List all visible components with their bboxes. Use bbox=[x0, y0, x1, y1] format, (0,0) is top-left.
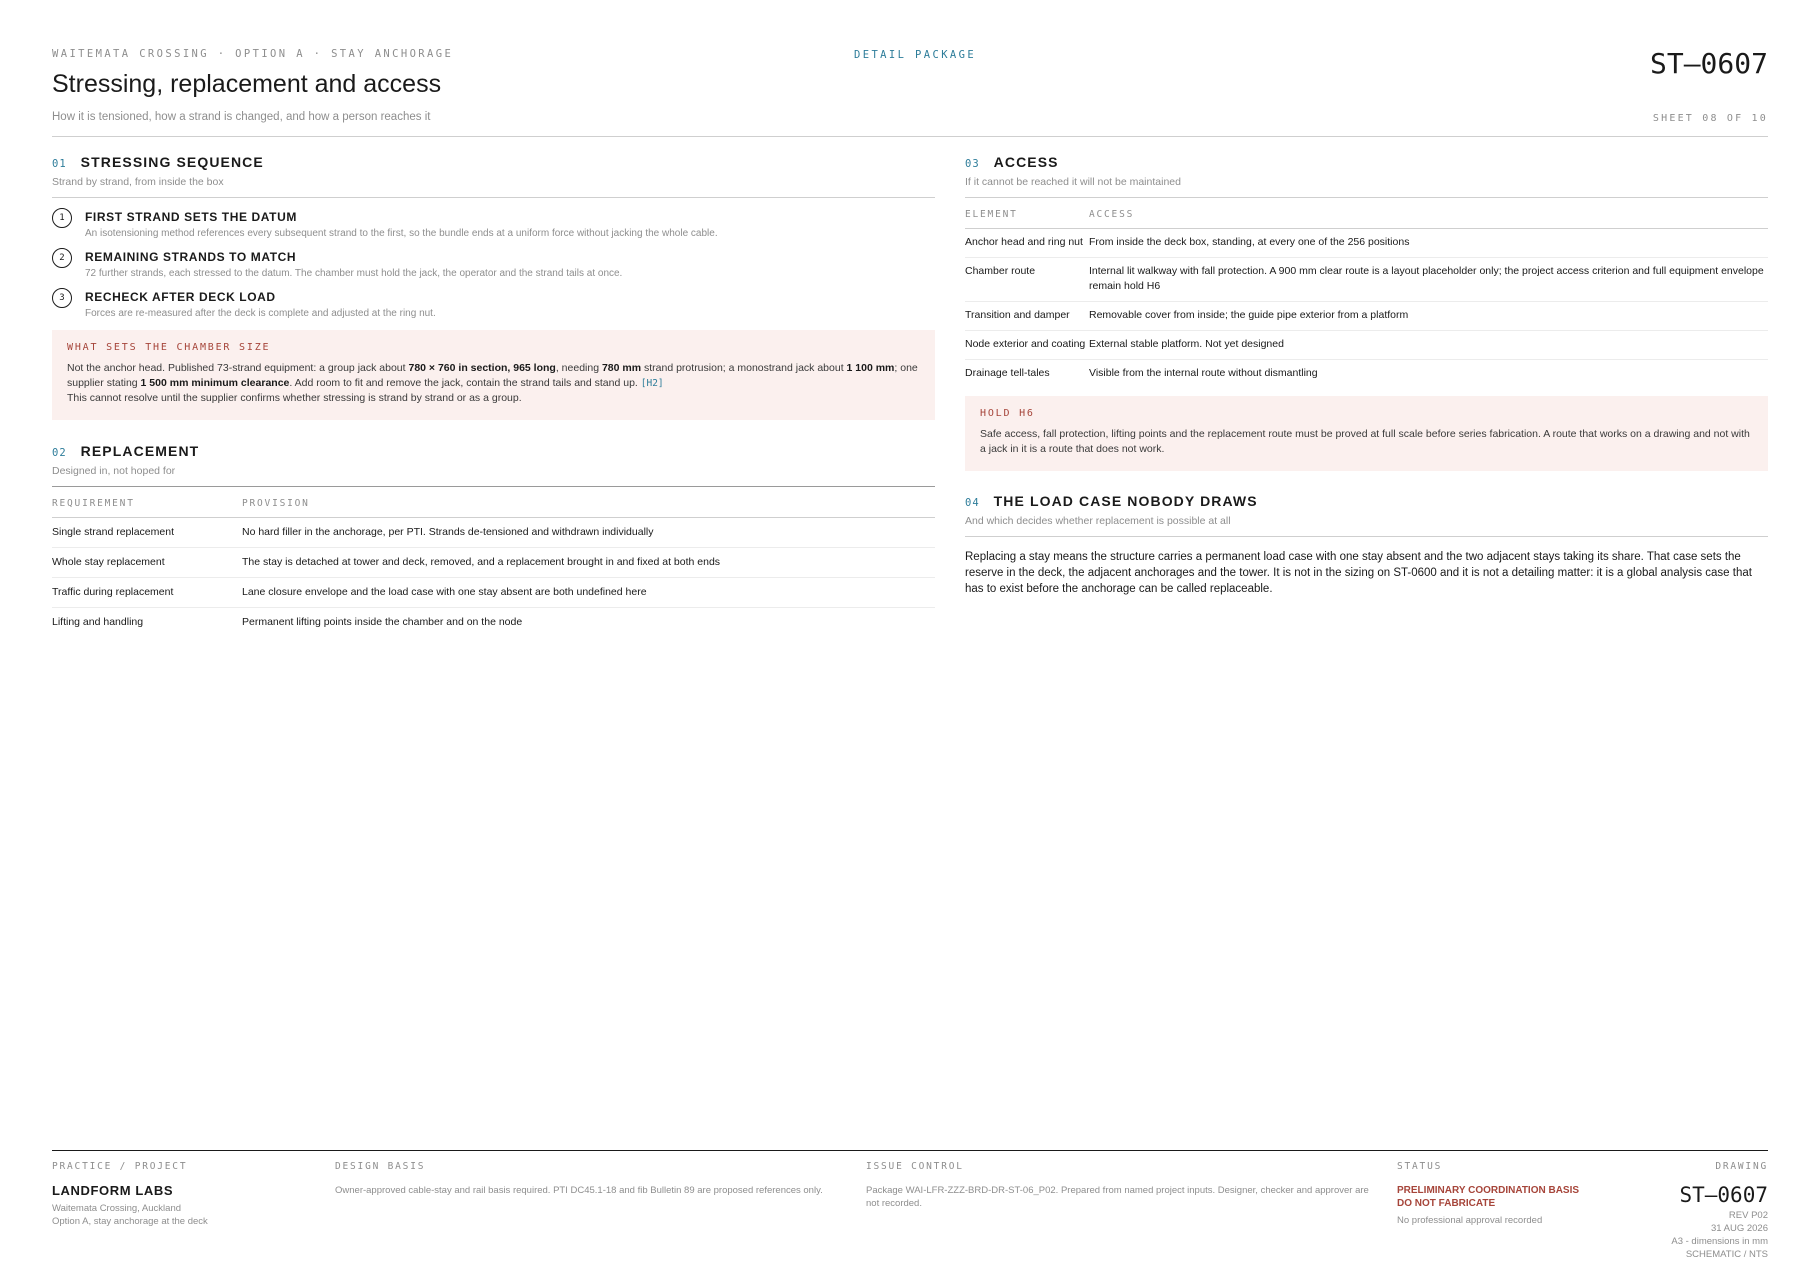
table-cell: Removable cover from inside; the guide pipe exterior from a platform bbox=[1089, 309, 1409, 321]
table-row bbox=[965, 331, 1768, 360]
column-header: ELEMENT bbox=[965, 209, 1018, 220]
table-row bbox=[52, 608, 935, 637]
column-header: ACCESS bbox=[1089, 209, 1135, 220]
section-subtitle: If it cannot be reached it will not be maintained bbox=[965, 176, 1181, 188]
table-cell: No hard filler in the anchorage, per PTI. Strands de-tensioned and withdrawn individually bbox=[242, 526, 654, 538]
page-title: Stressing, replacement and access bbox=[52, 70, 442, 98]
drawing-sheet bbox=[52, 0, 1768, 1287]
table-cell: Transition and damper bbox=[965, 309, 1070, 321]
status-value bbox=[1397, 1184, 1617, 1210]
section-number: 02 bbox=[52, 447, 67, 459]
sheet-indicator: SHEET 08 OF 10 bbox=[1652, 113, 1768, 124]
section-heading bbox=[965, 154, 1768, 170]
section-subtitle: Designed in, not hoped for bbox=[52, 465, 176, 477]
callout-emphasis: 780 mm bbox=[601, 362, 642, 374]
section-divider bbox=[52, 197, 935, 198]
step-number-badge: 3 bbox=[52, 288, 72, 308]
callout-title: WHAT SETS THE CHAMBER SIZE bbox=[67, 342, 271, 353]
section-title: STRESSING SEQUENCE bbox=[80, 154, 264, 170]
package-label: DETAIL PACKAGE bbox=[854, 49, 977, 61]
callout-text: strand protrusion; a monostrand jack about bbox=[641, 362, 847, 374]
footer-divider bbox=[52, 1150, 1768, 1151]
section-subtitle: Strand by strand, from inside the box bbox=[52, 176, 224, 188]
section-number: 04 bbox=[965, 497, 980, 509]
callout-text: Not the anchor head. Published 73-strand equipment: a group jack about bbox=[67, 362, 409, 374]
table-cell: Single strand replacement bbox=[52, 526, 174, 538]
table-row bbox=[965, 229, 1768, 258]
issue-date: 31 AUG 2026 bbox=[1710, 1223, 1768, 1234]
table-cell: The stay is detached at tower and deck, removed, and a replacement brought in and fixed at both ends bbox=[242, 556, 721, 568]
section-heading bbox=[52, 154, 935, 170]
drawing-block bbox=[1588, 1161, 1768, 1261]
hold-h6-callout bbox=[965, 396, 1768, 471]
table-cell: Lifting and handling bbox=[52, 616, 144, 628]
section-number: 01 bbox=[52, 158, 67, 170]
project-line: Waitemata Crossing, Auckland bbox=[52, 1203, 182, 1214]
table-cell: Whole stay replacement bbox=[52, 556, 165, 568]
section-number: 03 bbox=[965, 158, 980, 170]
section-subtitle: And which decides whether replacement is possible at all bbox=[965, 515, 1231, 527]
issue-control-block bbox=[866, 1161, 1376, 1210]
table-cell: From inside the deck box, standing, at every one of the 256 positions bbox=[1089, 236, 1410, 248]
right-column bbox=[965, 154, 1768, 597]
load-case-body: Replacing a stay means the structure carries a permanent load case with one stay absent and the two adjacent stays taking its share. That case sets the reserve in the deck, the adjacent anchorages and the tower. It is not in the sizing on ST-0600 and it is not a detailing matter: it is a global analysis case that has to exist before the anchorage can be called replaceable. bbox=[965, 551, 1752, 595]
drawing-scale: SCHEMATIC / NTS bbox=[1685, 1249, 1768, 1260]
left-column bbox=[52, 154, 935, 637]
step-title: FIRST STRAND SETS THE DATUM bbox=[85, 210, 297, 224]
callout-text: ; one supplier stating bbox=[67, 362, 918, 389]
section-divider bbox=[965, 536, 1768, 537]
section-heading bbox=[52, 443, 935, 459]
design-basis-text: Owner-approved cable-stay and rail basis required. PTI DC45.1-18 and fib Bulletin 89 are proposed references only. bbox=[335, 1185, 823, 1196]
section-title: ACCESS bbox=[993, 154, 1059, 170]
hold-reference-link[interactable]: [H2] bbox=[640, 378, 664, 389]
table-cell: Permanent lifting points inside the chamber and on the node bbox=[242, 616, 523, 628]
chamber-size-callout bbox=[52, 330, 935, 420]
callout-body bbox=[67, 361, 920, 406]
table-cell: Anchor head and ring nut bbox=[965, 236, 1083, 248]
table-cell: Traffic during replacement bbox=[52, 586, 174, 598]
table-cell: Visible from the internal route without dismantling bbox=[1089, 367, 1318, 379]
status-line: DO NOT FABRICATE bbox=[1397, 1198, 1496, 1209]
access-table bbox=[965, 198, 1768, 388]
table-cell: External stable platform. Not yet designed bbox=[1089, 338, 1284, 350]
table-row bbox=[965, 258, 1768, 302]
paper-size: A3 - dimensions in mm bbox=[1671, 1236, 1768, 1247]
status-note: No professional approval recorded bbox=[1397, 1215, 1543, 1226]
drawing-label: DRAWING bbox=[1715, 1161, 1768, 1172]
step-number-badge: 2 bbox=[52, 248, 72, 268]
callout-emphasis: 1 500 mm minimum clearance bbox=[140, 377, 290, 389]
callout-text: This cannot resolve until the supplier confirms whether stressing is strand by strand or as a group. bbox=[67, 392, 522, 404]
design-basis-label: DESIGN BASIS bbox=[335, 1161, 426, 1172]
section-stressing-sequence bbox=[52, 154, 935, 420]
step-item bbox=[52, 248, 935, 288]
callout-emphasis: 780 × 760 in section, 965 long bbox=[408, 362, 556, 374]
practice-name: LANDFORM LABS bbox=[52, 1183, 174, 1198]
design-basis-block bbox=[335, 1161, 835, 1197]
table-cell: Node exterior and coating bbox=[965, 338, 1086, 350]
status-label: STATUS bbox=[1397, 1161, 1443, 1172]
step-item bbox=[52, 288, 935, 328]
issue-control-text: Package WAI-LFR-ZZZ-BRD-DR-ST-06_P02. Prepared from named project inputs. Designer, checker and approver are not recorded. bbox=[866, 1185, 1369, 1209]
page-subtitle: How it is tensioned, how a strand is changed, and how a person reaches it bbox=[52, 111, 431, 123]
table-cell: Internal lit walkway with fall protection. A 900 mm clear route is a layout placeholder only; the project access criterion and full equipment envelope remain hold H6 bbox=[1089, 265, 1764, 292]
header-divider bbox=[52, 136, 1768, 137]
column-header: REQUIREMENT bbox=[52, 498, 135, 509]
revision: REV P02 bbox=[1728, 1210, 1768, 1221]
step-description: Forces are re-measured after the deck is complete and adjusted at the ring nut. bbox=[85, 308, 436, 319]
drawing-number: ST–0607 bbox=[1649, 47, 1768, 80]
table-cell: Drainage tell-tales bbox=[965, 367, 1050, 379]
callout-text: , needing bbox=[555, 362, 602, 374]
column-header: PROVISION bbox=[242, 498, 310, 509]
table-row bbox=[965, 302, 1768, 331]
section-replacement bbox=[52, 443, 935, 637]
table-cell: Lane closure envelope and the load case with one stay absent are both undefined here bbox=[242, 586, 647, 598]
project-line: Option A, stay anchorage at the deck bbox=[52, 1216, 208, 1227]
section-access bbox=[965, 154, 1768, 471]
project-kicker: WAITEMATA CROSSING · OPTION A · STAY ANCHORAGE bbox=[52, 48, 454, 60]
issue-control-label: ISSUE CONTROL bbox=[866, 1161, 964, 1172]
step-description: 72 further strands, each stressed to the datum. The chamber must hold the jack, the operator and the strand tails at once. bbox=[85, 268, 623, 279]
status-block bbox=[1397, 1161, 1617, 1227]
table-row bbox=[52, 548, 935, 578]
step-item bbox=[52, 208, 935, 248]
table-cell: Chamber route bbox=[965, 265, 1036, 277]
table-row bbox=[965, 360, 1768, 388]
step-description: An isotensioning method references every subsequent strand to the first, so the bundle ends at a uniform force without jacking the whole cable. bbox=[85, 228, 718, 239]
section-title: REPLACEMENT bbox=[80, 443, 200, 459]
callout-body: Safe access, fall protection, lifting points and the replacement route must be proved at full scale before series fabrication. A route that works on a drawing and not with a jack in it is a route that does not work. bbox=[980, 428, 1750, 455]
table-row bbox=[52, 578, 935, 608]
table-row bbox=[52, 518, 935, 548]
callout-title: HOLD H6 bbox=[980, 408, 1035, 419]
section-load-case bbox=[965, 493, 1768, 597]
section-title: THE LOAD CASE NOBODY DRAWS bbox=[993, 493, 1258, 509]
practice-block bbox=[52, 1161, 312, 1228]
step-number-badge: 1 bbox=[52, 208, 72, 228]
table-header bbox=[965, 198, 1768, 229]
step-title: RECHECK AFTER DECK LOAD bbox=[85, 290, 276, 304]
replacement-table bbox=[52, 487, 935, 637]
callout-text: . Add room to fit and remove the jack, contain the strand tails and stand up. bbox=[289, 377, 641, 389]
step-title: REMAINING STRANDS TO MATCH bbox=[85, 250, 297, 264]
footer-drawing-number: ST–0607 bbox=[1679, 1183, 1768, 1207]
step-list bbox=[52, 208, 935, 328]
practice-label: PRACTICE / PROJECT bbox=[52, 1161, 188, 1172]
callout-emphasis: 1 100 mm bbox=[846, 362, 895, 374]
section-heading bbox=[965, 493, 1768, 509]
status-line: PRELIMINARY COORDINATION BASIS bbox=[1397, 1185, 1580, 1196]
table-header bbox=[52, 487, 935, 518]
